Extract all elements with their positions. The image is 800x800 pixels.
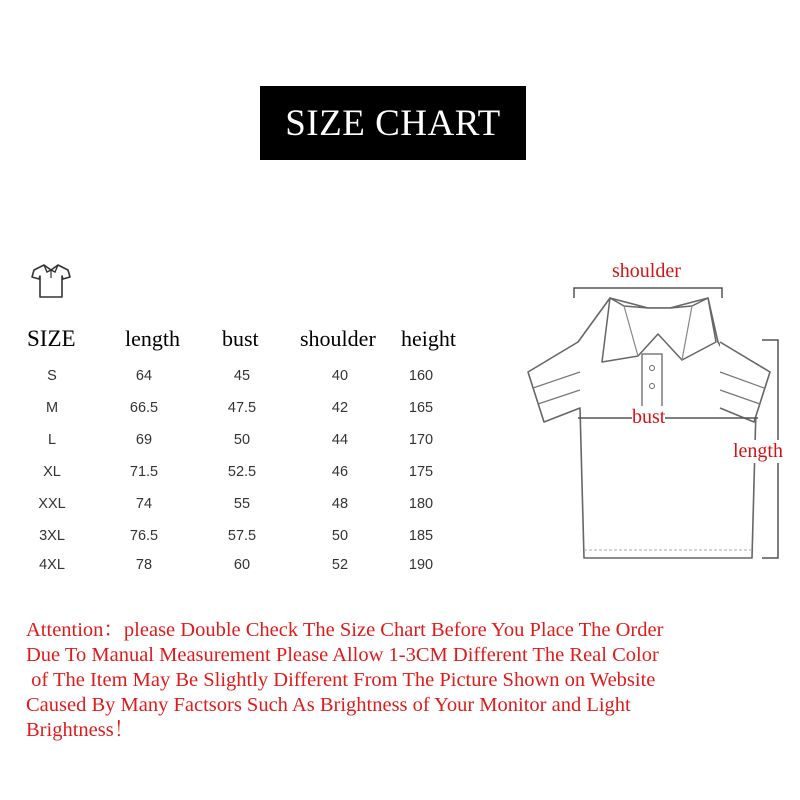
table-row bbox=[0, 432, 500, 456]
size-chart-title bbox=[260, 86, 526, 160]
cell-bust: 45 bbox=[233, 368, 251, 384]
cell-height: 170 bbox=[408, 432, 434, 448]
header-height: height bbox=[401, 326, 456, 351]
table-row bbox=[0, 528, 500, 552]
measurement-diagram bbox=[520, 250, 800, 570]
cell-length: 69 bbox=[135, 432, 153, 448]
table-row bbox=[0, 368, 500, 392]
cell-bust: 47.5 bbox=[227, 400, 257, 416]
header-size: SIZE bbox=[27, 326, 76, 351]
cell-size: XL bbox=[43, 464, 61, 480]
cell-size: XXL bbox=[38, 496, 66, 512]
cell-length: 78 bbox=[135, 557, 153, 573]
table-row bbox=[0, 464, 500, 488]
cell-length: 74 bbox=[135, 496, 153, 512]
cell-size: M bbox=[45, 400, 59, 416]
cell-height: 185 bbox=[408, 528, 434, 544]
title-text: SIZE CHART bbox=[285, 102, 501, 144]
cell-bust: 52.5 bbox=[227, 464, 257, 480]
notice-line: Due To Manual Measurement Please Allow 1-3CM Different The Real Color bbox=[26, 644, 659, 666]
cell-bust: 60 bbox=[233, 557, 251, 573]
cell-height: 190 bbox=[408, 557, 434, 573]
table-row bbox=[0, 496, 500, 520]
table-row bbox=[0, 400, 500, 424]
cell-height: 180 bbox=[408, 496, 434, 512]
cell-length: 71.5 bbox=[129, 464, 159, 480]
notice-line: Brightness！ bbox=[26, 719, 135, 741]
cell-bust: 57.5 bbox=[227, 528, 257, 544]
header-bust: bust bbox=[222, 326, 259, 351]
cell-shoulder: 48 bbox=[331, 496, 349, 512]
cell-length: 64 bbox=[135, 368, 153, 384]
attention-notice bbox=[26, 618, 796, 743]
notice-line: of The Item May Be Slightly Different From The Picture Shown on Website bbox=[26, 669, 656, 691]
cell-length: 76.5 bbox=[129, 528, 159, 544]
notice-line: Attention：please Double Check The Size Chart Before You Place The Order bbox=[26, 619, 664, 641]
notice-line: Caused By Many Factsors Such As Brightness of Your Monitor and Light bbox=[26, 694, 631, 716]
cell-bust: 55 bbox=[233, 496, 251, 512]
cell-shoulder: 44 bbox=[331, 432, 349, 448]
cell-shoulder: 42 bbox=[331, 400, 349, 416]
cell-size: S bbox=[47, 368, 57, 384]
cell-size: L bbox=[47, 432, 57, 448]
cell-height: 165 bbox=[408, 400, 434, 416]
cell-height: 160 bbox=[408, 368, 434, 384]
cell-length: 66.5 bbox=[129, 400, 159, 416]
header-length: length bbox=[125, 326, 180, 351]
cell-height: 175 bbox=[408, 464, 434, 480]
length-label: length bbox=[733, 440, 783, 462]
cell-size: 3XL bbox=[39, 528, 65, 544]
header-shoulder: shoulder bbox=[300, 326, 376, 351]
cell-shoulder: 40 bbox=[331, 368, 349, 384]
cell-shoulder: 50 bbox=[331, 528, 349, 544]
cell-shoulder: 52 bbox=[331, 557, 349, 573]
polo-shirt-icon bbox=[30, 262, 72, 300]
shoulder-label: shoulder bbox=[612, 260, 681, 282]
bust-label: bust bbox=[632, 406, 666, 428]
cell-shoulder: 46 bbox=[331, 464, 349, 480]
cell-size: 4XL bbox=[39, 557, 65, 573]
table-row bbox=[0, 557, 500, 581]
cell-bust: 50 bbox=[233, 432, 251, 448]
